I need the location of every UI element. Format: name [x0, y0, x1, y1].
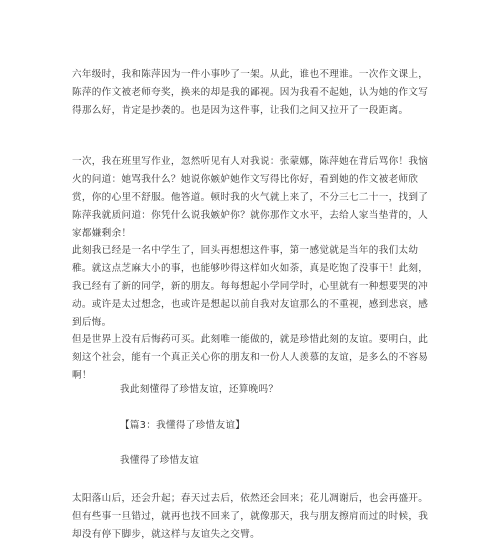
- section-heading: 【篇3：我懂得了珍惜友谊】: [120, 420, 246, 431]
- paragraph-1: 六年级时，我和陈萍因为一件小事吵了一架。从此，谁也不理谁。一次作文课上，陈萍的作文被老师夸奖，换来的却是我的鄙视。因为我看不起她，认为她的作文写得那么好，肯定是抄袭的。也是因为这件事，让我们之间又拉开了一段距离。: [72, 69, 429, 116]
- paragraph-3: 此刻我已经是一名中学生了，回头再想想这件事，第一感觉就是当年的我们太幼稚。就这点芝麻大小的事，也能够吵得这样如火如荼，真是吃饱了没事干！此刻，我已经有了新的同学，新的朋友。每每想起小学同学时，心里就有一种想要哭的冲动。或许是太过想念，也或许是想起以前自我对友谊那么的不重视，感到悲哀，感到后悔。: [72, 245, 429, 328]
- paragraph-4: 但是世界上没有后悔药可买。此刻唯一能做的，就是珍惜此刻的友谊。要明白，此刻这个社会，能有一个真正关心你的朋友和一份人人羡慕的友谊，是多么的不容易啊！: [72, 334, 429, 381]
- next-paragraph: 太阳落山后，还会升起；春天过去后，依然还会回来；花儿凋谢后，也会再盛开。但有些事一旦错过，就再也找不回来了，就像那天，我与朋友擦肩而过的时候，我却没有停下脚步，就这样与友谊失之交臂。: [72, 493, 429, 540]
- section-title: 我懂得了珍惜友谊: [120, 455, 200, 466]
- closing-line: 我此刻懂得了珍惜友谊，还算晚吗？: [120, 384, 279, 395]
- paragraph-2: 一次，我在班里写作业，忽然听见有人对我说：张蒙娜，陈萍她在背后骂你！我恼火的问道：她骂我什么？她说你嫉妒她作文写得比你好，看到她的作文被老师欣赏，你的心里不舒服。他答道。顿时我的火气就上来了，不分三七二十一，找到了陈萍我就质问道：你凭什么说我嫉妒你？就你那作文水平，去给人家当垫背的，人家都嫌剩余！: [72, 156, 429, 239]
